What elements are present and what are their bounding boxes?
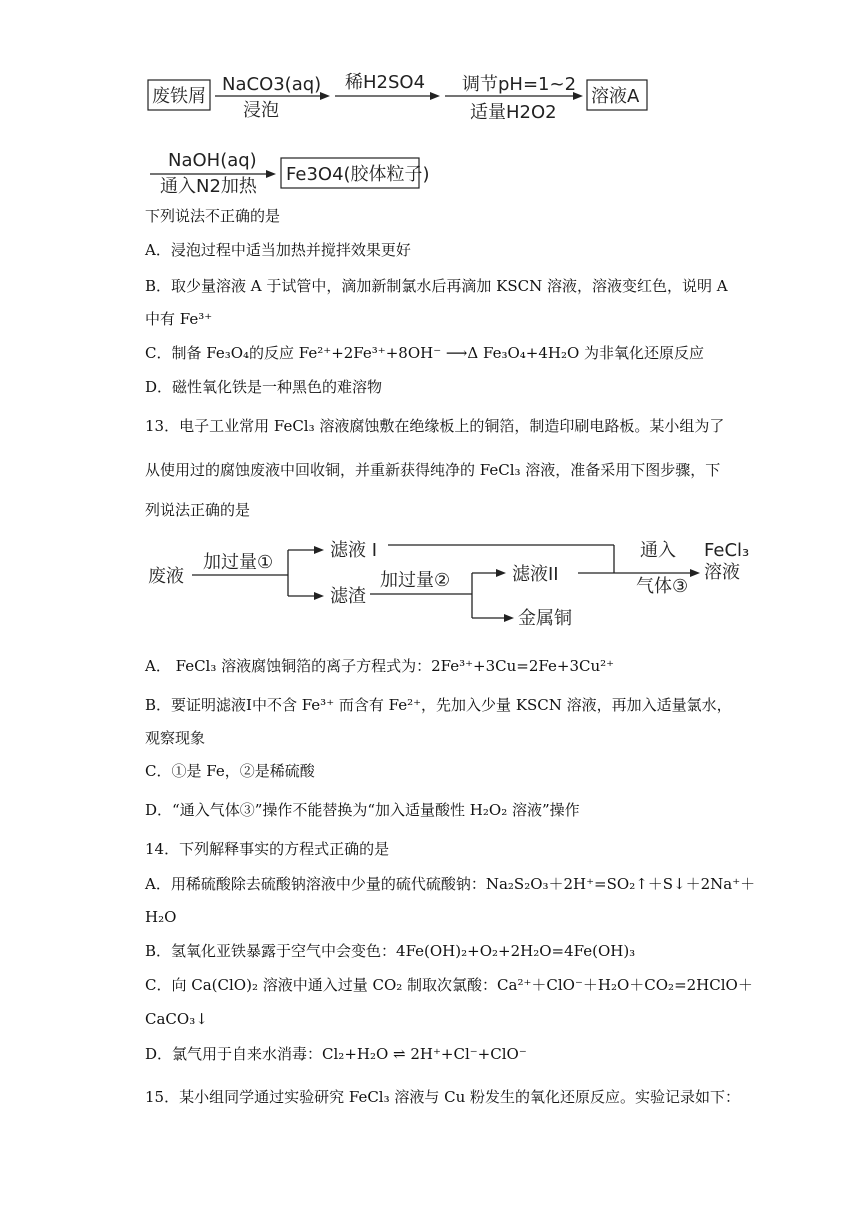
q14-stem: 14．下列解释事实的方程式正确的是 [145, 840, 390, 858]
q12-option-c: C．制备 Fe₃O₄的反应 Fe²⁺+2Fe³⁺+8OH⁻ ⟶Δ Fe₃O₄+4H₂O 为非氧化还原反应 [145, 344, 705, 362]
flow-step4-top: NaOH(aq) [168, 150, 257, 171]
q13-option-d: D．“通入气体③”操作不能替换为“加入适量酸性 H₂O₂ 溶液”操作 [145, 801, 580, 819]
diagram-filtrate1: 滤液 I [330, 540, 378, 561]
flow-end-label: Fe3O4(胶体粒子) [286, 164, 430, 185]
q14-option-c-line2: CaCO₃↓ [145, 1010, 208, 1028]
flow-step2-top: 稀H2SO4 [345, 72, 426, 93]
q15-stem: 15．某小组同学通过实验研究 FeCl₃ 溶液与 Cu 粉发生的氧化还原反应。实验记录如下： [145, 1088, 741, 1106]
flow-box-a-label: 溶液A [591, 86, 640, 107]
q13-stem-line2: 从使用过的腐蚀废液中回收铜，并重新获得纯净的 FeCl₃ 溶液，准备采用下图步骤，下 [145, 461, 721, 479]
diagram-add2: 加过量② [380, 570, 451, 591]
diagram-copper: 金属铜 [518, 608, 572, 629]
q14-option-d: D．氯气用于自来水消毒：Cl₂+H₂O ⇌ 2H⁺+Cl⁻+ClO⁻ [145, 1045, 527, 1063]
q13-option-b-line1: B．要证明滤液I中不含 Fe³⁺ 而含有 Fe²⁺，先加入少量 KSCN 溶液，再加入适量氯水， [145, 696, 732, 714]
q13-stem-line3: 列说法正确的是 [145, 501, 251, 519]
diagram-product2: 溶液 [704, 562, 740, 583]
diagram-residue: 滤渣 [330, 586, 366, 607]
flow-start-label: 废铁屑 [152, 86, 206, 107]
q14-option-b: B．氢氧化亚铁暴露于空气中会变色：4Fe(OH)₂+O₂+2H₂O=4Fe(OH)₃ [145, 942, 636, 960]
diagram-waste: 废液 [148, 566, 184, 587]
q13-stem-line1: 13．电子工业常用 FeCl₃ 溶液腐蚀敷在绝缘板上的铜箔，制造印刷电路板。某小组为了 [145, 417, 725, 435]
flowchart-iron-scrap [0, 60, 860, 260]
diagram-product1: FeCl₃ [704, 540, 750, 561]
q14-option-a-line2: H₂O [145, 908, 177, 926]
q14-option-a-line1: A．用稀硫酸除去硫酸钠溶液中少量的硫代硫酸钠：Na₂S₂O₃＋2H⁺=SO₂↑＋S↓＋2Na⁺＋ [145, 875, 756, 893]
q12-option-d: D．磁性氧化铁是一种黑色的难溶物 [145, 378, 383, 396]
q12-option-b-line1: B．取少量溶液 A 于试管中，滴加新制氯水后再滴加 KSCN 溶液，溶液变红色，说明 A [145, 277, 728, 295]
diagram-gas-top: 通入 [640, 540, 676, 561]
flow-step1-bottom: 浸泡 [243, 100, 279, 121]
flow-step3-bottom: 适量H2O2 [470, 102, 557, 123]
flow-step1-top: NaCO3(aq) [222, 74, 322, 95]
diagram-add1: 加过量① [203, 552, 274, 573]
q12-option-a: A．浸泡过程中适当加热并搅拌效果更好 [145, 241, 411, 259]
flowchart-copper-recovery [0, 530, 860, 640]
diagram-gas-bottom: 气体③ [636, 576, 689, 597]
q12-option-b-line2: 中有 Fe³⁺ [145, 310, 213, 328]
flow-step3-top: 调节pH=1~2 [462, 74, 577, 95]
q13-option-a: A． FeCl₃ 溶液腐蚀铜箔的离子方程式为：2Fe³⁺+3Cu=2Fe+3Cu²⁺ [145, 657, 615, 675]
q13-option-b-line2: 观察现象 [145, 729, 206, 747]
q14-option-c-line1: C．向 Ca(ClO)₂ 溶液中通入过量 CO₂ 制取次氯酸：Ca²⁺＋ClO⁻＋H₂O＋CO₂=2HClO＋ [145, 976, 753, 994]
flow-step4-bottom: 通入N2加热 [160, 176, 257, 197]
diagram-filtrate2: 滤液II [512, 564, 559, 585]
q13-option-c: C．①是 Fe，②是稀硫酸 [145, 762, 315, 780]
q12-stem: 下列说法不正确的是 [145, 207, 281, 225]
